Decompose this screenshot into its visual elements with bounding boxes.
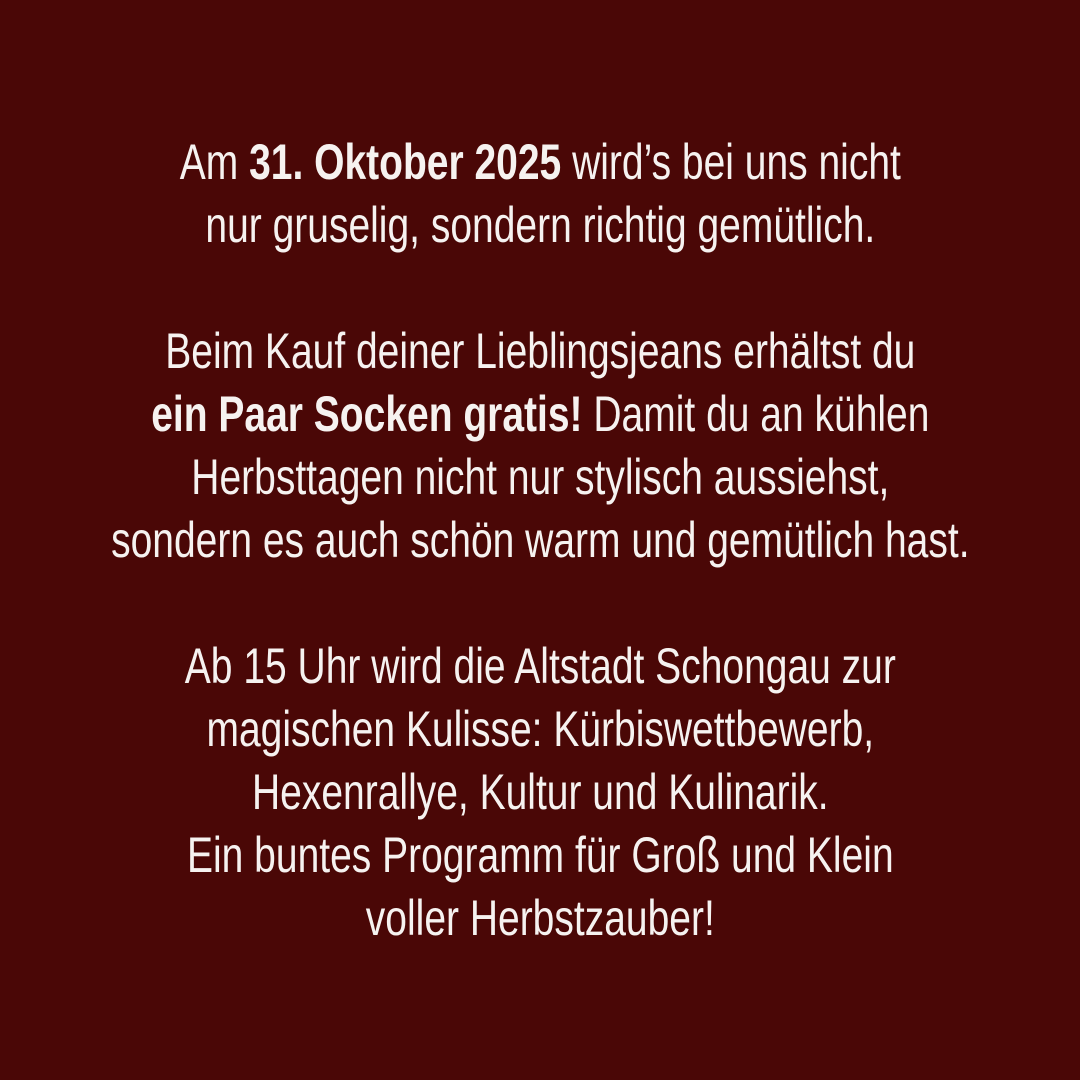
text-segment: Damit du an kühlen [582, 385, 930, 442]
text-line: Herbsttagen nicht nur stylisch aussiehst, [190, 448, 890, 505]
text-line: Hexenrallye, Kultur und Kulinarik. [251, 763, 829, 820]
text-line [111, 383, 969, 446]
text-line: Ein buntes Programm für Groß und Klein [186, 826, 894, 883]
text-line [111, 131, 969, 194]
text-line: sondern es auch schön warm und gemütlich hast. [110, 511, 970, 568]
text-line: nur gruselig, sondern richtig gemütlich. [205, 196, 875, 253]
text-line: Ab 15 Uhr wird die Altstadt Schongau zur [184, 637, 896, 694]
text-segment: wird’s bei uns nicht [560, 133, 901, 190]
paragraph-event-program [111, 635, 969, 950]
text-line: voller Herbstzauber! [365, 889, 715, 946]
announcement-text [111, 131, 969, 950]
text-segment: Am [179, 133, 249, 190]
date-highlight: 31. Oktober 2025 [248, 133, 561, 190]
text-line: magischen Kulisse: Kürbiswettbewerb, [206, 700, 874, 757]
offer-highlight: ein Paar Socken gratis! [150, 385, 583, 442]
paragraph-socks-offer [111, 320, 969, 572]
paragraph-date-intro [111, 131, 969, 257]
text-line: Beim Kauf deiner Lieblingsjeans erhältst du [164, 322, 916, 379]
